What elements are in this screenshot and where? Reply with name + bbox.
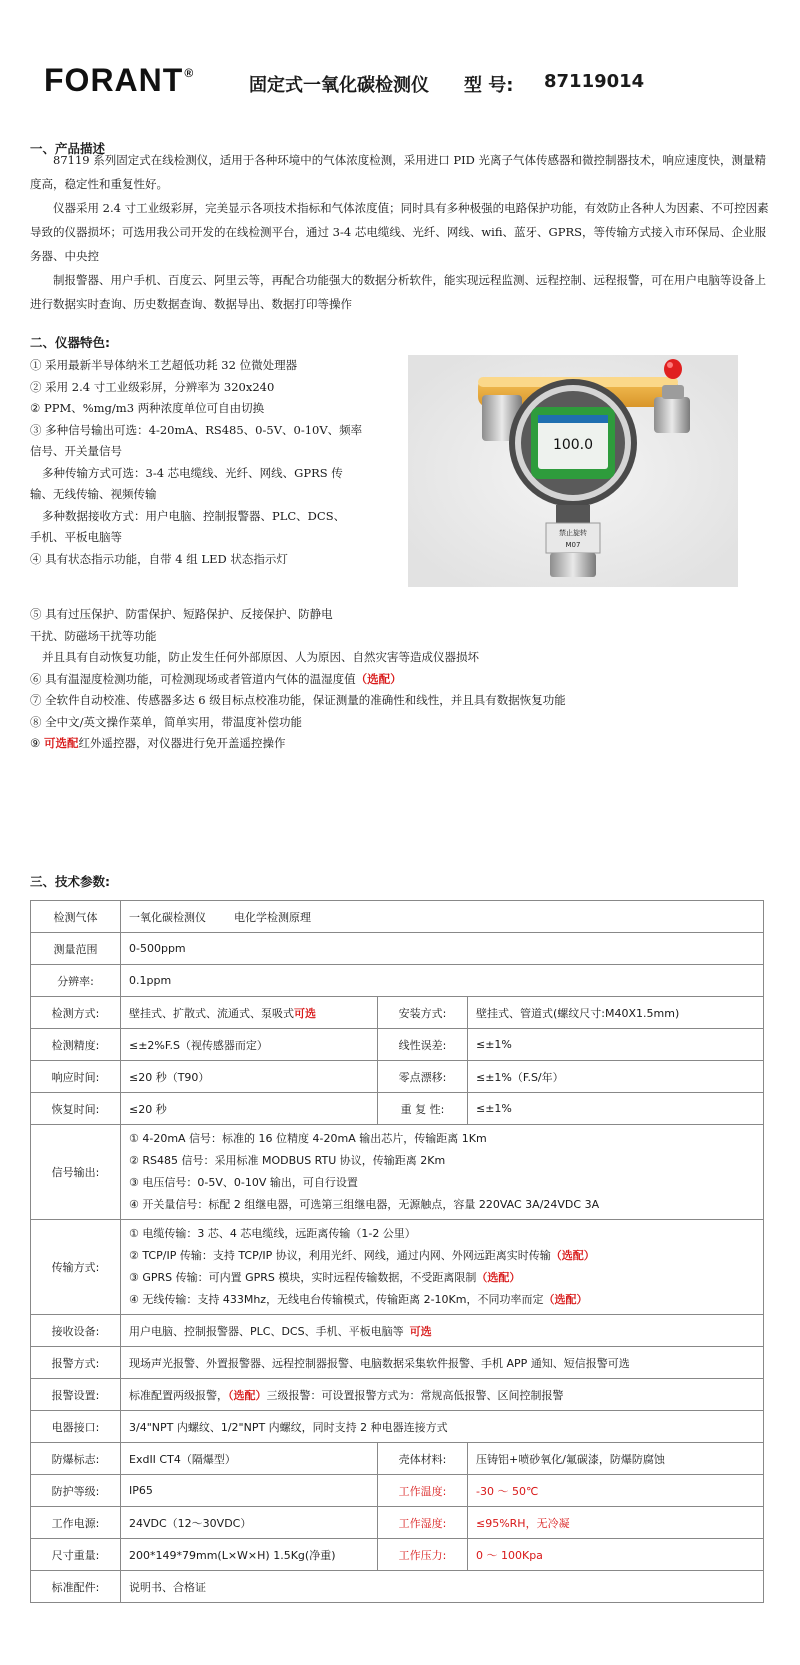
table-row	[31, 1475, 764, 1507]
spec-value: 一氧化碳检测仪 电化学检测原理	[121, 901, 764, 933]
feature-line-remote: ⑨ 可选配红外遥控器，对仪器进行免开盖遥控操作	[30, 736, 286, 750]
table-row	[31, 901, 764, 933]
spec-label: 线性误差:	[378, 1029, 468, 1061]
model-number: 87119014	[544, 71, 645, 92]
table-row	[31, 1443, 764, 1475]
spec-label: 工作电源:	[31, 1507, 121, 1539]
features-list-b	[30, 604, 566, 755]
spec-label: 接收设备:	[31, 1315, 121, 1347]
header	[44, 62, 764, 102]
table-row	[31, 1411, 764, 1443]
section-heading-specs: 三、技术参数:	[30, 874, 110, 889]
feature-line: 干扰、防磁场干扰等功能	[30, 628, 157, 643]
spec-label: 检测方式:	[31, 997, 121, 1029]
spec-value: ≤95%RH，无冷凝	[468, 1507, 764, 1539]
model-label: 型 号:	[464, 75, 514, 96]
table-row	[31, 1220, 764, 1315]
table-row	[31, 933, 764, 965]
feature-line: ③ 多种信号输出可选：4-20mA、RS485、0-5V、0-10V、频率	[30, 422, 363, 437]
table-row	[31, 1125, 764, 1220]
feature-line: ⑤ 具有过压保护、防雷保护、短路保护、反接保护、防静电	[30, 607, 333, 621]
spec-value: 壁挂式、扩散式、流通式、泵吸式可选	[121, 997, 378, 1029]
spec-label: 检测精度:	[31, 1029, 121, 1061]
spec-value: ≤±2%F.S（视传感器而定）	[121, 1029, 378, 1061]
spec-label: 传输方式:	[31, 1220, 121, 1315]
feature-line: ④ 具有状态指示功能，自带 4 组 LED 状态指示灯	[30, 551, 288, 566]
gas-detector-image	[408, 355, 738, 587]
sticker-text: 禁止旋转	[559, 529, 587, 537]
table-row	[31, 997, 764, 1029]
spec-label: 报警方式:	[31, 1347, 121, 1379]
section-heading-features: 二、仪器特色:	[30, 335, 110, 350]
spec-value: 标准配置两级报警，（选配）三级报警：可设置报警方式为：常规高低报警、区间控制报警	[121, 1379, 764, 1411]
feature-line: 并且具有自动恢复功能，防止发生任何外部原因、人为原因、自然灾害等造成仪器损坏	[42, 650, 479, 664]
table-row	[31, 1347, 764, 1379]
feature-line: 手机、平板电脑等	[30, 530, 122, 544]
spec-label: 防爆标志:	[31, 1443, 121, 1475]
spec-value: ≤±1%（F.S/年）	[468, 1061, 764, 1093]
spec-value: 压铸铝+喷砂氧化/氟碳漆，防爆防腐蚀	[468, 1443, 764, 1475]
spec-value: 壁挂式、管道式(螺纹尺寸:M40X1.5mm)	[468, 997, 764, 1029]
spec-label: 零点漂移:	[378, 1061, 468, 1093]
table-row	[31, 1315, 764, 1347]
spec-value: 0.1ppm	[121, 965, 764, 997]
features-list-a	[30, 355, 362, 570]
feature-line-humidity: ⑥ 具有温湿度检测功能，可检测现场或者管道内气体的温湿度值（选配）	[30, 671, 402, 686]
spec-value: 3/4"NPT 内螺纹、1/2"NPT 内螺纹，同时支持 2 种电器连接方式	[121, 1411, 764, 1443]
sensor-tag: M07	[565, 541, 581, 549]
description-paragraph-2: 仪器采用 2.4 寸工业级彩屏，完美显示各项技术指标和气体浓度值；同时具有多种极强的电路保护功能，有效防止各种人为因素、不可控因素导致的仪器损坏；可选用我公司开发的在线检测平台，通过 3-4 芯电缆线、光纤、网线、wifi、蓝牙、GPRS，等传输方式接入市环保局、企业服务器、中央控	[30, 201, 769, 263]
spec-value: 0 ～ 100Kpa	[468, 1539, 764, 1571]
spec-value: ≤20 秒（T90）	[121, 1061, 378, 1093]
spec-label: 防护等级:	[31, 1475, 121, 1507]
spec-value: 说明书、合格证	[121, 1571, 764, 1603]
spec-label: 响应时间:	[31, 1061, 121, 1093]
feature-line: ⑧ 全中文/英文操作菜单，简单实用，带温度补偿功能	[30, 714, 303, 729]
feature-line: 多种数据接收方式：用户电脑、控制报警器、PLC、DCS、	[42, 508, 346, 523]
spec-label: 测量范围	[31, 933, 121, 965]
spec-label: 安装方式:	[378, 997, 468, 1029]
feature-line: 信号、开关量信号	[30, 444, 122, 458]
table-row	[31, 1061, 764, 1093]
spec-value: ① 4-20mA 信号：标准的 16 位精度 4-20mA 输出芯片，传输距离 1Km ② RS485 信号：采用标准 MODBUS RTU 协议，传输距离 2Km ③ 电压信号：0-5V、0-10V 输出，可自行设置 ④ 开关量信号：标配 2 组继电器，可选第三组继电器，无源触点，容量 220VAC 3A/24VDC 3A	[121, 1125, 764, 1220]
spec-value: 24VDC（12～30VDC）	[121, 1507, 378, 1539]
table-row	[31, 1093, 764, 1125]
spec-label: 工作湿度:	[378, 1507, 468, 1539]
spec-label: 尺寸重量:	[31, 1539, 121, 1571]
spec-table	[30, 900, 764, 1603]
spec-label: 检测气体	[31, 901, 121, 933]
page-title: 固定式一氧化碳检测仪	[249, 75, 429, 96]
spec-label: 信号输出:	[31, 1125, 121, 1220]
table-row	[31, 1029, 764, 1061]
spec-value: ≤±1%	[468, 1029, 764, 1061]
feature-line: ② PPM、%mg/m3 两种浓度单位可自由切换	[30, 401, 265, 415]
spec-value: ExdII CT4（隔爆型）	[121, 1443, 378, 1475]
description-paragraph-3: 制报警器、用户手机、百度云、阿里云等，再配合功能强大的数据分析软件，能实现远程监测、远程控制、远程报警，可在用户电脑等设备上进行数据实时查询、历史数据查询、数据导出、数据打印等操作	[30, 273, 766, 311]
spec-label: 分辨率:	[31, 965, 121, 997]
feature-line: ② 采用 2.4 寸工业级彩屏，分辨率为 320x240	[30, 379, 275, 394]
screen-reading: 100.0	[552, 437, 594, 453]
spec-label: 报警设置:	[31, 1379, 121, 1411]
table-row	[31, 1571, 764, 1603]
section-heading-description: 一、产品描述	[30, 141, 106, 156]
table-row	[31, 1507, 764, 1539]
spec-label: 重 复 性:	[378, 1093, 468, 1125]
spec-label: 工作温度:	[378, 1475, 468, 1507]
feature-line: ① 采用最新半导体纳米工艺超低功耗 32 位微处理器	[30, 358, 298, 372]
spec-value: ≤±1%	[468, 1093, 764, 1125]
spec-value: ① 电缆传输：3 芯、4 芯电缆线，远距离传输（1-2 公里） ② TCP/IP 传输：支持 TCP/IP 协议，利用光纤、网线，通过内网、外网远距离实时传输（选配） ③ GPRS 传输：可内置 GPRS 模块，实时远程传输数据，不受距离限制（选配） ④ 无线传输：支持 433Mhz，无线电台传输模式，传输距离 2-10Km，不同功率而定（选配）	[121, 1220, 764, 1315]
table-row	[31, 1379, 764, 1411]
feature-line: ⑦ 全软件自动校准、传感器多达 6 级目标点校准功能，保证测量的准确性和线性，并且具有数据恢复功能	[30, 693, 566, 707]
table-row	[31, 965, 764, 997]
spec-value: 用户电脑、控制报警器、PLC、DCS、手机、平板电脑等 可选	[121, 1315, 764, 1347]
feature-line: 输、无线传输、视频传输	[30, 487, 157, 501]
spec-value: ≤20 秒	[121, 1093, 378, 1125]
spec-value: IP65	[121, 1475, 378, 1507]
description-paragraph-1: 87119 系列固定式在线检测仪，适用于各种环境中的气体浓度检测，采用进口 PID 光离子气体传感器和微控制器技术，响应速度快，测量精度高，稳定性和重复性好。	[30, 153, 767, 191]
spec-label: 电器接口:	[31, 1411, 121, 1443]
spec-value: 200*149*79mm(L×W×H) 1.5Kg(净重)	[121, 1539, 378, 1571]
feature-line: 多种传输方式可选：3-4 芯电缆线、光纤、网线、GPRS 传	[42, 465, 343, 480]
table-row	[31, 1539, 764, 1571]
spec-value: 0-500ppm	[121, 933, 764, 965]
spec-value: 现场声光报警、外置报警器、远程控制器报警、电脑数据采集软件报警、手机 APP 通知、短信报警可选	[121, 1347, 764, 1379]
spec-label: 标准配件:	[31, 1571, 121, 1603]
brand-logo: FORANT®	[44, 62, 195, 98]
spec-label: 恢复时间:	[31, 1093, 121, 1125]
spec-label: 工作压力:	[378, 1539, 468, 1571]
spec-value: -30 ～ 50℃	[468, 1475, 764, 1507]
spec-label: 壳体材料:	[378, 1443, 468, 1475]
